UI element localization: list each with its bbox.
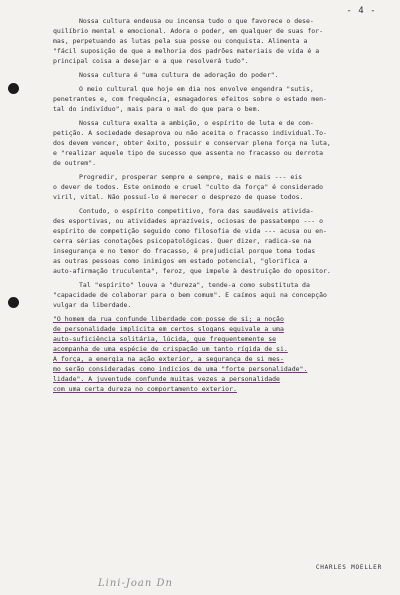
text-line: auto-afirmação truculenta", feroz, que impele à destruição do opositor. — [53, 267, 331, 275]
text-line: viril, vital. Não possuí-lo é merecer o desprezo de quase todos. — [53, 193, 304, 201]
text-line: O meio cultural que hoje em dia nos envolve engendra "sutis, — [79, 85, 314, 93]
text-line: vulgar da liberdade. — [53, 301, 132, 309]
text-line: mas, perpetuando as lutas pela sua posse ou conquista. Alimenta a — [53, 37, 308, 45]
quote-line: lidade". A juventude confunde muitas vezes a personalidade — [53, 375, 280, 383]
paragraph — [53, 280, 386, 310]
paragraph — [53, 70, 386, 80]
text-line: Tal "espírito" louva a "dureza", tende-a como substituta da — [79, 281, 310, 289]
text-line: Contudo, o espírito competitivo, fora das saudáveis ativida- — [79, 207, 314, 215]
text-line: petição. A sociedade desaprova ou não aceita o fracasso individual.To- — [53, 129, 327, 137]
text-line: de outrem". — [53, 159, 97, 167]
text-line: tal do indivíduo", mais para o mal do que para o bem. — [53, 105, 261, 113]
text-line: o dever de todos. Este onimodo e cruel "culto da força" é considerado — [53, 183, 324, 191]
paragraph — [53, 172, 386, 202]
paragraph — [53, 84, 386, 114]
text-line: Progredir, prosperar sempre e sempre, mais e mais --- eis — [79, 173, 303, 181]
binder-hole-top — [8, 83, 19, 94]
text-line: penetrantes e, com frequência, esmagadores efeitos sobre o estado men- — [53, 95, 327, 103]
text-line: Nossa cultura endeusa ou incensa tudo o que favorece o dese- — [79, 17, 314, 25]
quote-line: "O homem da rua confunde liberdade com posse de si; a noção — [53, 315, 284, 323]
quote-line: A força, a energia na ação exterior, a segurança de si mes- — [53, 355, 284, 363]
quotation-block — [53, 314, 386, 394]
text-line: principal coisa a desejar e a que resolverá tudo". — [53, 57, 249, 65]
text-line: "fácil suposição de que a melhoria dos padrões materiais de vida é a — [53, 47, 320, 55]
page-number: - 4 - — [346, 6, 376, 16]
text-line: e "realizar aquele tipo de sucesso que assenta no fracasso ou derrota — [53, 149, 324, 157]
text-line: dos devem vencer, obter êxito, possuir e conservar plena força na luta, — [53, 139, 331, 147]
body-text — [53, 16, 386, 394]
paragraph — [53, 16, 386, 66]
text-line: insegurança e no temor do fracasso, é prejudicial porque toma todas — [53, 247, 316, 255]
text-line: des esportivas, ou atividades aprazíveis, ociosas de passatempo --- o — [53, 217, 324, 225]
paragraph — [53, 118, 386, 168]
text-line: as outras pessoas como inimigos em estado potencial, "glorifica a — [53, 257, 308, 265]
quote-line: mo serão consideradas como indícios de uma "forte personalidade". — [53, 365, 308, 373]
quote-line: acompanha de uma espécie de crispação um tanto rígida de si. — [53, 345, 288, 353]
text-line: espírito de competição seguido como filosofia de vida --- acusa ou en- — [53, 227, 327, 235]
text-line: cerra sérias conotações psicopatológicas. Quer dizer, radica-se na — [53, 237, 312, 245]
text-line: Nossa cultura é "uma cultura de adoração do poder". — [79, 71, 279, 79]
text-line: "capacidade de colaborar para o bem comum". E caímos aqui na concepção — [53, 291, 327, 299]
quote-line: com uma certa dureza no comportamento exterior. — [53, 385, 237, 393]
binder-hole-middle — [8, 297, 19, 308]
paragraph — [53, 206, 386, 276]
text-line: quilíbrio mental e emocional. Adora o poder, em qualquer de suas for- — [53, 27, 324, 35]
quote-line: de personalidade implícita em certos slogans equivale a uma — [53, 325, 284, 333]
author-name: CHARLES MOELLER — [315, 564, 382, 571]
quote-line: auto-suficiência solitária, lúcida, que frequentemente se — [53, 335, 277, 343]
text-line: Nossa cultura exalta a ambição, o espírito de luta e de com- — [79, 119, 314, 127]
handwritten-signature: Lini-Joan Dn — [98, 578, 173, 589]
